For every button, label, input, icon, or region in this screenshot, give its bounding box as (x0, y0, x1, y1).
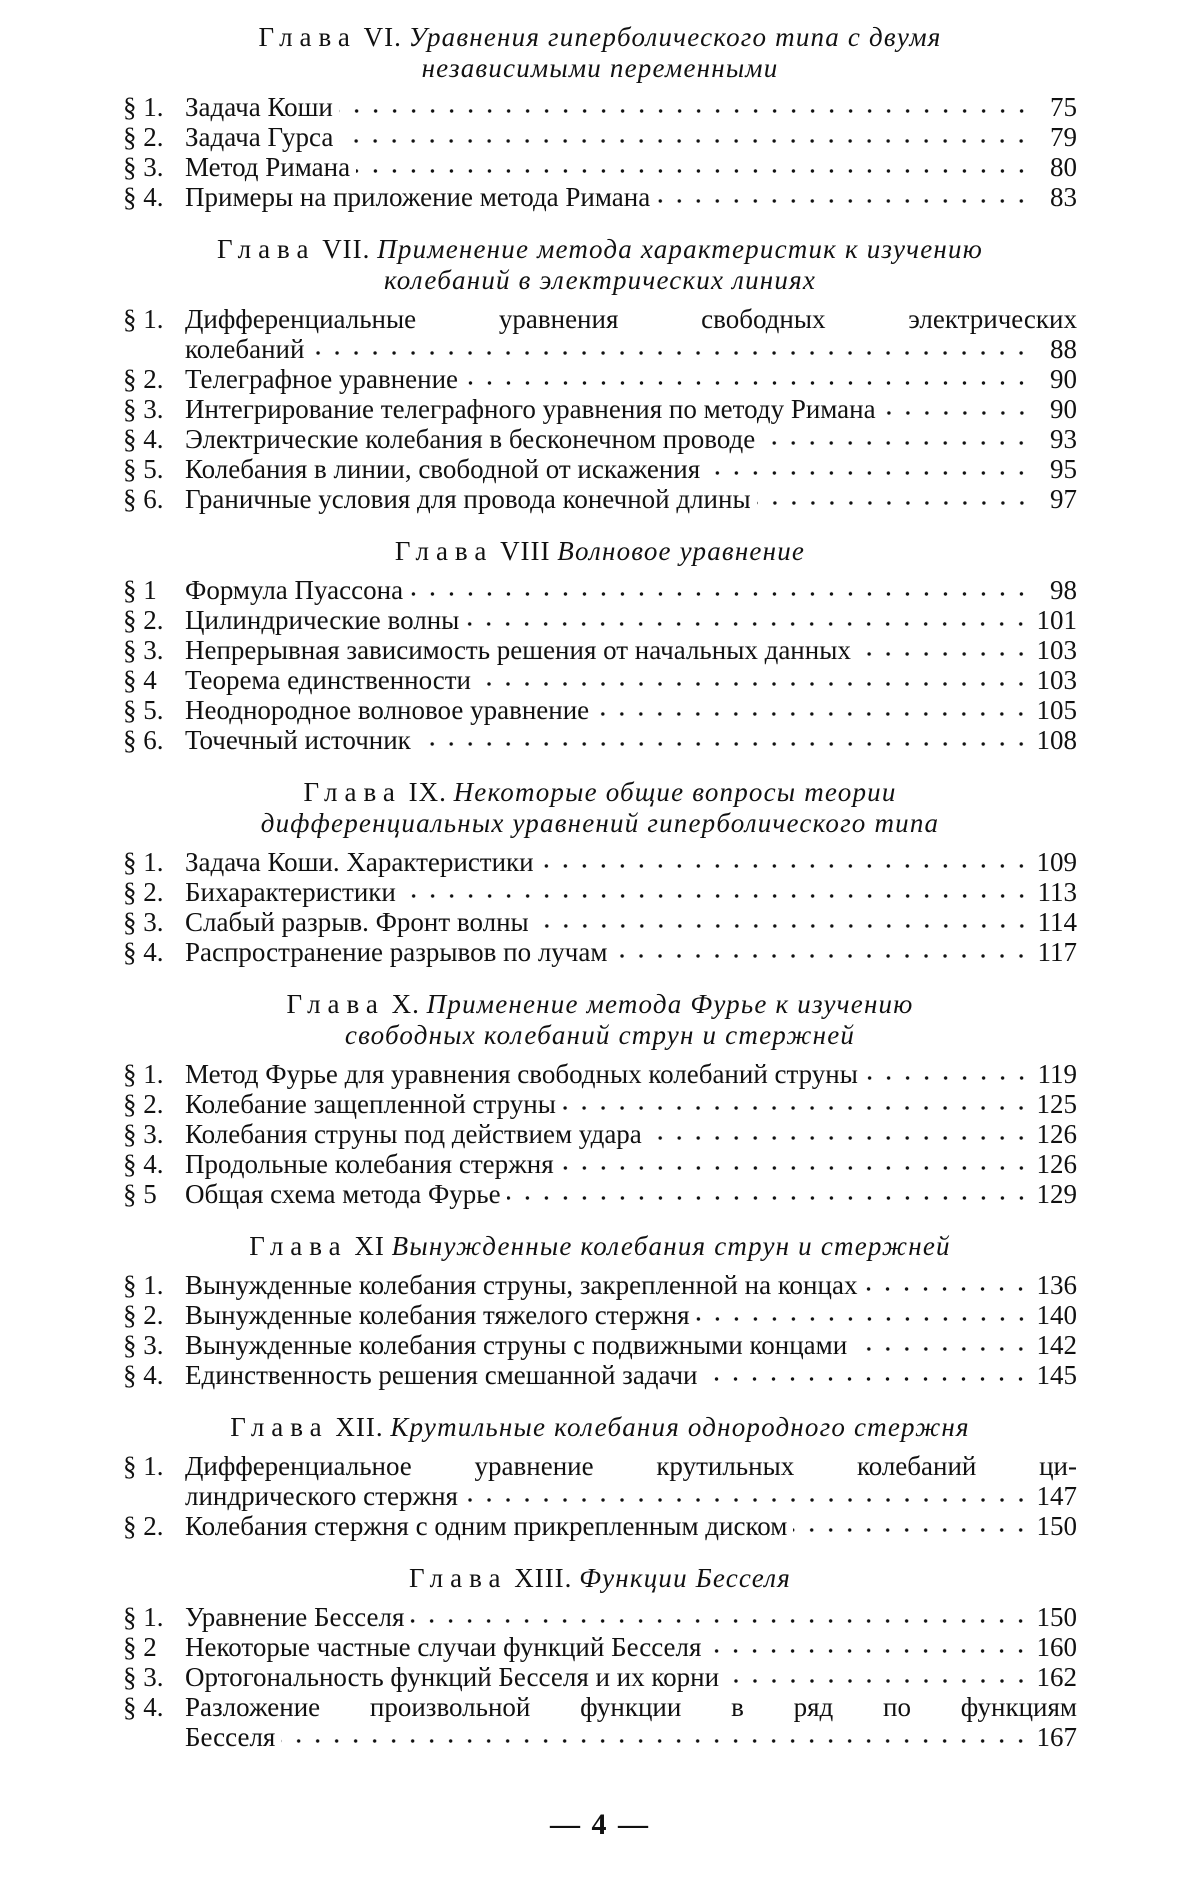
toc-entry (123, 394, 1077, 424)
page-ref: 98 (1050, 575, 1077, 605)
page-ref: 140 (1036, 1300, 1077, 1330)
section-number: § 1. (123, 92, 164, 122)
dot-leader (417, 740, 1031, 748)
chapter-title: Крутильные колебания однородного стержня (390, 1412, 970, 1442)
chapter-heading (123, 536, 1077, 567)
chapter-title: Применение метода Фурье к изучению (426, 989, 914, 1019)
page-ref: 88 (1050, 334, 1077, 364)
entry-body (185, 1119, 1037, 1149)
toc-entry (123, 1179, 1077, 1209)
entry-body (185, 394, 1037, 424)
section-number: § 3. (123, 394, 164, 424)
chapter (123, 1231, 1077, 1390)
entry-body (185, 1451, 1077, 1511)
table-of-contents (123, 22, 1077, 1752)
dot-leader (310, 349, 1031, 357)
toc-entry (123, 1360, 1077, 1390)
page-ref: 167 (1036, 1722, 1077, 1752)
toc-entry (123, 1602, 1077, 1632)
entry-body (185, 454, 1037, 484)
entry-title-line2 (185, 1722, 1077, 1752)
entry-title: Единственность решения смешанной задачи (185, 1360, 698, 1390)
toc-entry (123, 1270, 1077, 1300)
entry-body (185, 92, 1037, 122)
section-number: § 3. (123, 152, 164, 182)
entry-body (185, 1300, 1037, 1330)
entry-body (185, 424, 1037, 454)
entry-body (185, 1270, 1037, 1300)
dot-leader (356, 167, 1031, 175)
section-number: § 3. (123, 635, 164, 665)
entry-title: Уравнение Бесселя (185, 1602, 405, 1632)
page-ref: 150 (1036, 1511, 1077, 1541)
entry-body (185, 484, 1037, 514)
chapter (123, 22, 1077, 212)
entry-body (185, 605, 1037, 635)
section-number: § 6. (123, 484, 164, 514)
toc-entry (123, 364, 1077, 394)
entry-title: Вынужденные колебания струны, закрепленной на концах (185, 1270, 858, 1300)
entry-title: Вынужденные колебания струны с подвижными концами (185, 1330, 848, 1360)
chapter-title: Некоторые общие вопросы теории (453, 777, 897, 807)
page-ref: 119 (1037, 1059, 1077, 1089)
page-ref: 97 (1050, 484, 1077, 514)
page-ref: 103 (1036, 635, 1077, 665)
chapter (123, 777, 1077, 967)
toc-entry (123, 1692, 1077, 1752)
entry-title: Задача Коши (185, 92, 333, 122)
entry-title-line2 (185, 1481, 1077, 1511)
section-list (123, 1602, 1077, 1752)
section-number: § 1. (123, 1602, 164, 1632)
page-ref: 160 (1036, 1632, 1077, 1662)
section-number: § 2. (123, 1300, 164, 1330)
section-list (123, 304, 1077, 514)
entry-body (185, 182, 1037, 212)
chapter-heading (123, 234, 1077, 296)
chapter-number: XIII. (514, 1563, 573, 1593)
entry-title: Продольные колебания стержня (185, 1149, 554, 1179)
page-ref: 95 (1050, 454, 1077, 484)
toc-entry (123, 1632, 1077, 1662)
dot-leader (281, 1737, 1030, 1745)
toc-entry (123, 304, 1077, 364)
section-number: § 1. (123, 1451, 164, 1481)
page-ref: 75 (1050, 92, 1077, 122)
dot-leader (477, 680, 1031, 688)
entry-body (185, 847, 1037, 877)
page-ref: 80 (1050, 152, 1077, 182)
section-number: § 1. (123, 1270, 164, 1300)
entry-title: Электрические колебания в бесконечном проводе (185, 424, 756, 454)
chapter (123, 1412, 1077, 1541)
entry-body (185, 1511, 1037, 1541)
entry-title: Примеры на приложение метода Римана (185, 182, 651, 212)
toc-entry (123, 182, 1077, 212)
dot-leader (757, 499, 1031, 507)
dot-leader (725, 1677, 1030, 1685)
chapter-heading (123, 989, 1077, 1051)
section-number: § 5 (123, 1179, 157, 1209)
section-number: § 4. (123, 424, 164, 454)
chapter-heading (123, 777, 1077, 839)
section-list (123, 1059, 1077, 1209)
entry-title: Задача Гурса (185, 122, 334, 152)
page-ref: 142 (1036, 1330, 1077, 1360)
dot-leader (863, 1285, 1030, 1293)
chapter-heading (123, 1412, 1077, 1443)
chapter-label: Глава (394, 536, 494, 566)
entry-body (185, 575, 1037, 605)
section-number: § 2. (123, 877, 164, 907)
toc-entry (123, 635, 1077, 665)
chapter-label: Глава (249, 1231, 348, 1261)
entry-title: Разложение произвольной функции в ряд по функциям (185, 1692, 1077, 1722)
entry-title: Колебания струны под действием удара (185, 1119, 642, 1149)
page-ref: 162 (1036, 1662, 1077, 1692)
entry-title: Дифференциальные уравнения свободных электрических (185, 304, 1077, 334)
entry-title: Цилиндрические волны (185, 605, 460, 635)
toc-entry (123, 665, 1077, 695)
toc-entry (123, 695, 1077, 725)
chapter-label: Глава (217, 234, 316, 264)
entry-title-continued: линдрического стержня (185, 1481, 458, 1511)
chapter-number: VIII (500, 536, 551, 566)
section-number: § 4. (123, 1692, 164, 1722)
chapter-number: VI. (363, 22, 402, 52)
entry-title: Формула Пуассона (185, 575, 404, 605)
entry-title: Бихарактеристики (185, 877, 396, 907)
section-number: § 6. (123, 725, 164, 755)
entry-body (185, 1632, 1037, 1662)
entry-title: Интегрирование телеграфного уравнения по методу Римана (185, 394, 876, 424)
entry-body (185, 304, 1077, 364)
toc-entry (123, 1511, 1077, 1541)
page-ref: 109 (1036, 847, 1077, 877)
chapter-label: Глава (230, 1412, 329, 1442)
chapter-title: Вынужденные колебания струн и стержней (391, 1231, 951, 1261)
section-number: § 4. (123, 1149, 164, 1179)
entry-title-continued: колебаний (185, 334, 305, 364)
section-number: § 2 (123, 1632, 157, 1662)
page-ref: 136 (1036, 1270, 1077, 1300)
dot-leader (535, 922, 1031, 930)
page-ref: 90 (1050, 394, 1077, 424)
page-ref: 125 (1036, 1089, 1077, 1119)
dot-leader (707, 1647, 1030, 1655)
chapter (123, 536, 1077, 755)
toc-entry (123, 484, 1077, 514)
section-number: § 4 (123, 665, 157, 695)
page-ref: 117 (1037, 937, 1077, 967)
entry-title: Ортогональность функций Бесселя и их корни (185, 1662, 720, 1692)
entry-body (185, 152, 1037, 182)
page-ref: 150 (1036, 1602, 1077, 1632)
entry-body (185, 1662, 1037, 1692)
chapter-heading (123, 1231, 1077, 1262)
section-number: § 1. (123, 304, 164, 334)
section-number: § 3. (123, 1662, 164, 1692)
toc-entry (123, 122, 1077, 152)
entry-title-line2 (185, 334, 1077, 364)
chapter-title: Волновое уравнение (557, 536, 806, 566)
toc-entry (123, 1451, 1077, 1511)
dot-leader (465, 620, 1030, 628)
chapter-title-continued: колебаний в электрических линиях (383, 265, 817, 295)
entry-body (185, 907, 1037, 937)
toc-entry (123, 1119, 1077, 1149)
toc-entry (123, 1149, 1077, 1179)
chapter-label: Глава (258, 22, 357, 52)
page-number: — 4 — (550, 1808, 650, 1841)
entry-body (185, 665, 1037, 695)
chapter-title: Уравнения гиперболического типа с двумя (408, 22, 942, 52)
page-ref: 145 (1036, 1360, 1077, 1390)
page-ref: 90 (1050, 364, 1077, 394)
page-ref: 103 (1036, 665, 1077, 695)
dot-leader (761, 439, 1031, 447)
dot-leader (402, 892, 1031, 900)
chapter-label: Глава (286, 989, 385, 1019)
section-list (123, 575, 1077, 755)
dot-leader (410, 1617, 1030, 1625)
section-number: § 5. (123, 695, 164, 725)
toc-entry (123, 1089, 1077, 1119)
dot-leader (540, 862, 1031, 870)
entry-body (185, 364, 1037, 394)
chapter-label: Глава (409, 1563, 508, 1593)
dot-leader (857, 650, 1031, 658)
chapter-number: X. (391, 989, 420, 1019)
toc-entry (123, 877, 1077, 907)
dot-leader (882, 409, 1031, 417)
section-number: § 2. (123, 605, 164, 635)
toc-entry (123, 454, 1077, 484)
page-ref: 126 (1036, 1119, 1077, 1149)
dot-leader (562, 1104, 1031, 1112)
dot-leader (595, 710, 1030, 718)
dot-leader (464, 379, 1031, 387)
section-list (123, 92, 1077, 212)
toc-entry (123, 152, 1077, 182)
section-number: § 2. (123, 1511, 164, 1541)
chapter-label: Глава (303, 777, 402, 807)
entry-body (185, 937, 1037, 967)
page-ref: 83 (1050, 182, 1077, 212)
chapter-number: IX. (408, 777, 447, 807)
page-ref: 126 (1036, 1149, 1077, 1179)
entry-title: Колебания стержня с одним прикрепленным диском (185, 1511, 788, 1541)
chapter-title-continued: свободных колебаний струн и стержней (344, 1020, 856, 1050)
section-list (123, 847, 1077, 967)
toc-entry (123, 1059, 1077, 1089)
entry-body (185, 1330, 1037, 1360)
toc-entry (123, 1662, 1077, 1692)
page-ref: 108 (1036, 725, 1077, 755)
dot-leader (793, 1526, 1030, 1534)
section-number: § 3. (123, 907, 164, 937)
toc-entry (123, 605, 1077, 635)
dot-leader (696, 1315, 1031, 1323)
entry-title: Колебание защепленной струны (185, 1089, 556, 1119)
entry-title: Некоторые частные случаи функций Бесселя (185, 1632, 702, 1662)
entry-title-continued: Бесселя (185, 1722, 276, 1752)
dot-leader (560, 1164, 1031, 1172)
toc-entry (123, 575, 1077, 605)
chapter (123, 1563, 1077, 1752)
entry-title: Дифференциальное уравнение крутильных колебаний ци- (185, 1451, 1077, 1481)
entry-title: Колебания в линии, свободной от искажения (185, 454, 701, 484)
section-number: § 3. (123, 1330, 164, 1360)
dot-leader (339, 107, 1031, 115)
entry-title: Распространение разрывов по лучам (185, 937, 608, 967)
chapter (123, 234, 1077, 514)
toc-entry (123, 424, 1077, 454)
toc-entry (123, 847, 1077, 877)
entry-body (185, 1089, 1037, 1119)
section-number: § 3. (123, 1119, 164, 1149)
entry-body (185, 1360, 1037, 1390)
entry-body (185, 1059, 1037, 1089)
page-ref: 114 (1037, 907, 1077, 937)
toc-entry (123, 1330, 1077, 1360)
entry-title: Задача Коши. Характеристики (185, 847, 534, 877)
entry-body (185, 1149, 1037, 1179)
toc-entry (123, 907, 1077, 937)
dot-leader (703, 1375, 1030, 1383)
dot-leader (409, 590, 1031, 598)
page-ref: 93 (1050, 424, 1077, 454)
toc-entry (123, 725, 1077, 755)
entry-title: Метод Фурье для уравнения свободных колебаний струны (185, 1059, 858, 1089)
page-ref: 105 (1036, 695, 1077, 725)
dot-leader (656, 197, 1031, 205)
entry-body (185, 877, 1037, 907)
entry-body (185, 725, 1037, 755)
entry-title: Телеграфное уравнение (185, 364, 459, 394)
entry-body (185, 695, 1037, 725)
entry-body (185, 1179, 1037, 1209)
section-number: § 1 (123, 575, 157, 605)
section-number: § 2. (123, 1089, 164, 1119)
page-ref: 113 (1037, 877, 1077, 907)
chapter-title-continued: независимыми переменными (421, 53, 779, 83)
entry-title: Непрерывная зависимость решения от начальных данных (185, 635, 851, 665)
toc-entry (123, 1300, 1077, 1330)
chapter-title: Применение метода характеристик к изучению (377, 234, 983, 264)
section-number: § 4. (123, 937, 164, 967)
dot-leader (507, 1194, 1031, 1202)
page-ref: 147 (1036, 1481, 1077, 1511)
page-ref: 79 (1050, 122, 1077, 152)
section-number: § 4. (123, 182, 164, 212)
dot-leader (613, 952, 1031, 960)
entry-title: Метод Римана (185, 152, 351, 182)
entry-title: Слабый разрыв. Фронт волны (185, 907, 529, 937)
entry-body (185, 1692, 1077, 1752)
dot-leader (853, 1345, 1030, 1353)
page-ref: 101 (1036, 605, 1077, 635)
section-list (123, 1270, 1077, 1390)
entry-title: Неоднородное волновое уравнение (185, 695, 590, 725)
dot-leader (648, 1134, 1031, 1142)
entry-title: Теорема единственности (185, 665, 471, 695)
dot-leader (706, 469, 1031, 477)
section-number: § 4. (123, 1360, 164, 1390)
toc-entry (123, 937, 1077, 967)
entry-body (185, 122, 1037, 152)
dot-leader (864, 1074, 1031, 1082)
entry-title: Вынужденные колебания тяжелого стержня (185, 1300, 690, 1330)
toc-entry (123, 92, 1077, 122)
section-number: § 2. (123, 364, 164, 394)
chapter-number: XII. (335, 1412, 384, 1442)
dot-leader (464, 1496, 1031, 1504)
dot-leader (339, 137, 1031, 145)
chapter (123, 989, 1077, 1209)
chapter-heading (123, 1563, 1077, 1594)
page-ref: 129 (1036, 1179, 1077, 1209)
entry-title: Точечный источник (185, 725, 411, 755)
entry-body (185, 1602, 1037, 1632)
entry-title: Общая схема метода Фурье (185, 1179, 501, 1209)
section-number: § 5. (123, 454, 164, 484)
section-number: § 2. (123, 122, 164, 152)
chapter-number: VII. (322, 234, 371, 264)
section-number: § 1. (123, 847, 164, 877)
chapter-heading (123, 22, 1077, 84)
section-list (123, 1451, 1077, 1541)
entry-body (185, 635, 1037, 665)
chapter-number: XI (354, 1231, 385, 1261)
chapter-title-continued: дифференциальных уравнений гиперболического типа (260, 808, 940, 838)
section-number: § 1. (123, 1059, 164, 1089)
entry-title: Граничные условия для провода конечной длины (185, 484, 751, 514)
chapter-title: Функции Бесселя (579, 1563, 791, 1593)
